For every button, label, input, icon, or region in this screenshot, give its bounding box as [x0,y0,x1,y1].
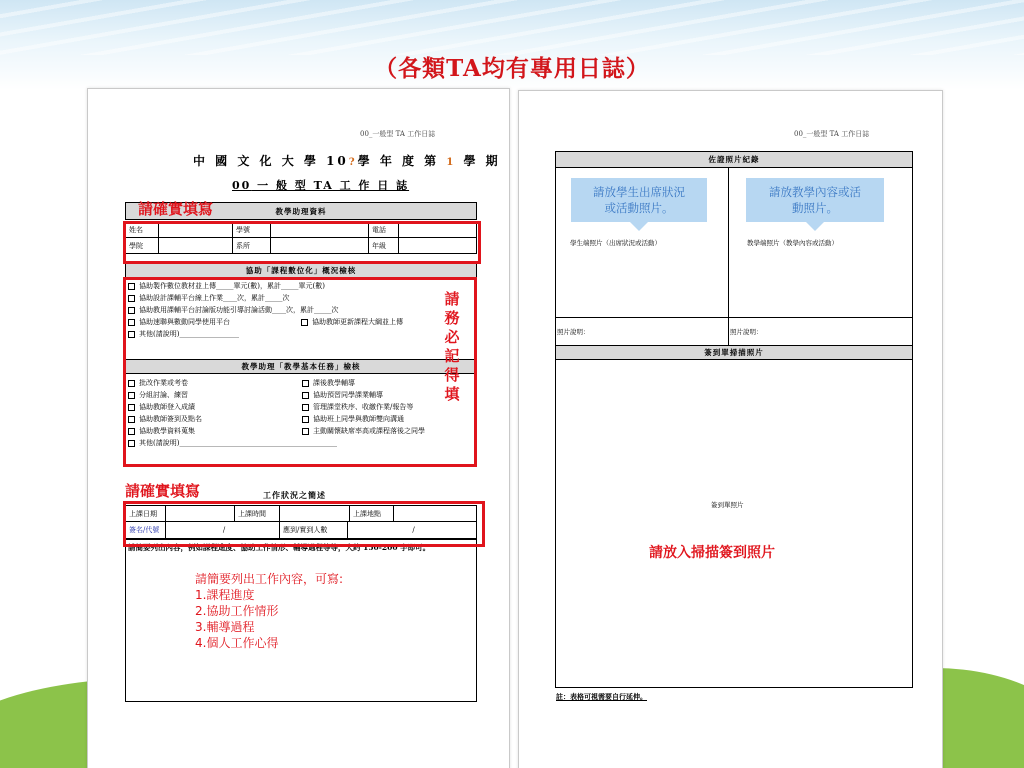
signin-photo-slot[interactable]: 簽到單照片 請放入掃描簽到照片 [649,501,775,561]
checklist-item[interactable]: 管理課堂秩序、收繳作業/報告等 [302,401,477,413]
checklist-item[interactable]: 課後教學輔導 [302,377,477,389]
work-content-hints: 請簡要列出工作內容，可寫: 1.課程進度 2.協助工作情形 3.輔導過程 4.個人工作心得 [195,572,344,650]
form-subtitle: 00 一 般 型 TA 工 作 日 誌 [232,179,410,192]
section-digital: 協助「課程數位化」概況檢核 [125,263,477,278]
fill-required-label: 請確實填寫 [138,200,214,218]
slide-title: （各類TA均有專用日誌） [374,55,650,82]
section-photos: 佐證照片紀錄 [556,152,912,168]
section-tasks: 教學助理「教學基本任務」檢核 [125,359,477,374]
highlight-checklists [123,277,477,467]
checklist-item[interactable]: 協助預習同學課業輔導 [302,389,477,401]
checklist-item[interactable]: 其他(請說明)_________________ [128,328,476,340]
checklist-item[interactable]: 協助設計課輔平台線上作業____次，累計_____次 [128,292,476,304]
evidence-table [555,151,913,688]
callout-student-photo: 請放學生出席狀況 或活動照片。 [571,178,707,222]
checklist-item[interactable]: 協助班上同學與教師雙向溝通 [302,413,477,425]
checklist-item[interactable]: 批改作業或考卷 [128,377,298,389]
checklist-item[interactable]: 協助教用課輔平台討論版功能引導討論活動____次，累計_____次 [128,304,476,316]
university-heading: 中 國 文 化 大 學 10?學 年 度 第 1 學 期 [193,154,501,168]
ta-info-row: 學院 系所 年級 [126,238,476,253]
fill-required-label: 請確實填寫 [125,482,201,500]
ta-log-page-1: 00_一般型 TA 工作日誌 中 國 文 化 大 學 10?學 年 度 第 1 學 期 00 一 般 型 TA 工 作 日 誌 教學助理資料 姓名 學號 電話 學院 系所 年級 協助「課程數位化」概況檢核 協助製作數位教材並上傳_____單元(數)，累計_____單元(數) 協助設計課輔平台線上作業____次，累計_____次 協助教用課輔平台討論版功能引導討論活動____次，累計_____次 協助速聯與數動同學使用平台 協助教師更新課程大綱並上傳 其他(請說明)_________________ 教學助理「教學基本任務」檢核 批改作業或考卷 分組討論、練習 協助教師登入成績 協助教師簽到及點名 協助教學資料蒐集 其他(請說明)_____________________________________________ 課後教學輔導 協助預習同學課業輔導 管理課堂秩序、收繳作業/報告等 協助班上同學與教師雙向溝通 主動關懷缺席率高或課程落後之同學 工作狀況之簡述 上課日期 上課時間 上課地點 簽名/代號 / 應到/實到人數 / 請簡要列出內容，例如課程進度、協助工作情形、輔導過程等等，大約 150-200 字即可。 請確實填寫 請確實填寫 請 務 必 記 得 填 請簡要列出工作內容，可寫: 1.課程進度 2.協助工作情形 3.輔導過程 4.個人工作心得 [87,88,510,768]
header-stripes [0,0,1024,55]
ta-info-row: 姓名 學號 電話 [126,223,476,238]
ta-log-page-2 [518,90,943,768]
extension-note: 註：表格可視需要自行延伸。 [556,692,647,701]
checklist-item[interactable]: 協助製作數位教材並上傳_____單元(數)，累計_____單元(數) [128,280,476,292]
student-photo-slot[interactable]: 學生端照片（出席狀況或活動） [556,168,729,317]
photo-description-row: 照片說明： 照片說明： [556,318,912,346]
section-ta-info: 教學助理資料 [125,202,477,220]
teaching-photo-slot[interactable]: 教學端照片（教學內容或活動） [747,239,838,247]
form-code: 00_一般型 TA 工作日誌 [794,130,870,138]
checklist-item[interactable]: 協助速聯與數動同學使用平台 協助教師更新課程大綱並上傳 [128,316,476,328]
section-signin: 簽到單掃描照片 [556,346,912,360]
signin-instruction: 請放入掃描簽到照片 [649,545,775,561]
checklist-item[interactable]: 主動關懷缺席率高或課程落後之同學 [302,425,477,437]
callout-teaching-photo: 請放教學內容或活 動照片。 [746,178,884,222]
work-description-prompt: 請簡要列出內容，例如課程進度、協助工作情形、輔導過程等等，大約 150-200 字即可。 [128,543,431,552]
checklist-item[interactable]: 協助教師登入成績 [128,401,298,413]
checklist-item[interactable]: 其他(請說明)_____________________________________________ [128,437,468,449]
work-row: 簽名/代號 / 應到/實到人數 / [126,522,476,538]
checklist-item[interactable]: 協助教師簽到及點名 [128,413,298,425]
highlight-info [123,221,481,264]
checklist-item[interactable]: 分組討論、練習 [128,389,298,401]
section-work: 工作狀況之簡述 [263,490,326,500]
form-code: 00_一般型 TA 工作日誌 [360,130,436,138]
checklist-item[interactable]: 協助教學資料蒐集 [128,425,298,437]
work-row: 上課日期 上課時間 上課地點 [126,506,476,522]
highlight-work [123,501,485,547]
